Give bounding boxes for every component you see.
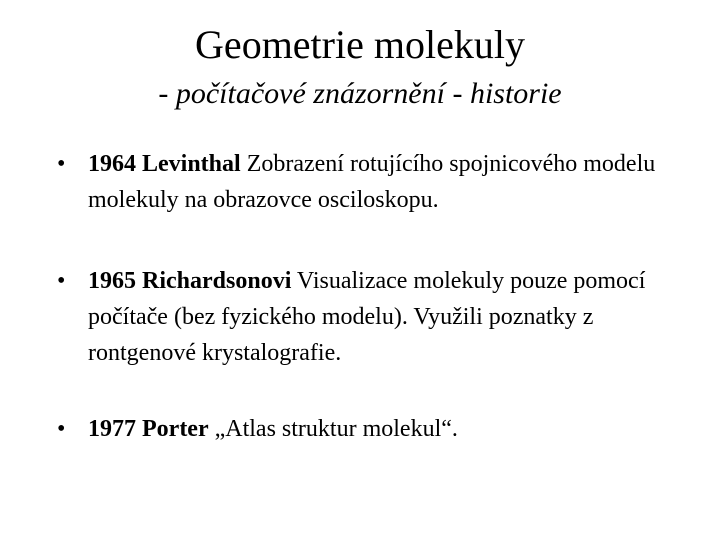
bullet-icon: • <box>57 151 66 177</box>
bullet-body-text: „Atlas struktur molekul“. <box>208 416 458 442</box>
bullet-icon: • <box>57 416 66 442</box>
slide-title: Geometrie molekuly <box>195 22 525 67</box>
bullet-lead-text: 1964 Levinthal <box>88 151 241 177</box>
bullet-item-1965 <box>57 263 677 371</box>
bullet-lead-text: 1965 Richardsonovi <box>88 268 292 294</box>
bullet-body-text: Visualizace molekuly pouze pomocí počítače (bez fyzického modelu). Využili poznatky z rontgenové krystalografie. <box>88 268 646 366</box>
bullet-body-text: Zobrazení rotujícího spojnicového modelu molekuly na obrazovce osciloskopu. <box>88 151 656 213</box>
bullet-item-1964 <box>57 146 677 218</box>
bullet-icon: • <box>57 268 66 294</box>
bullet-lead-text: 1977 Porter <box>88 416 209 442</box>
bullet-item-1977 <box>57 411 677 447</box>
slide-subtitle: - počítačové znázornění - historie <box>158 77 562 110</box>
